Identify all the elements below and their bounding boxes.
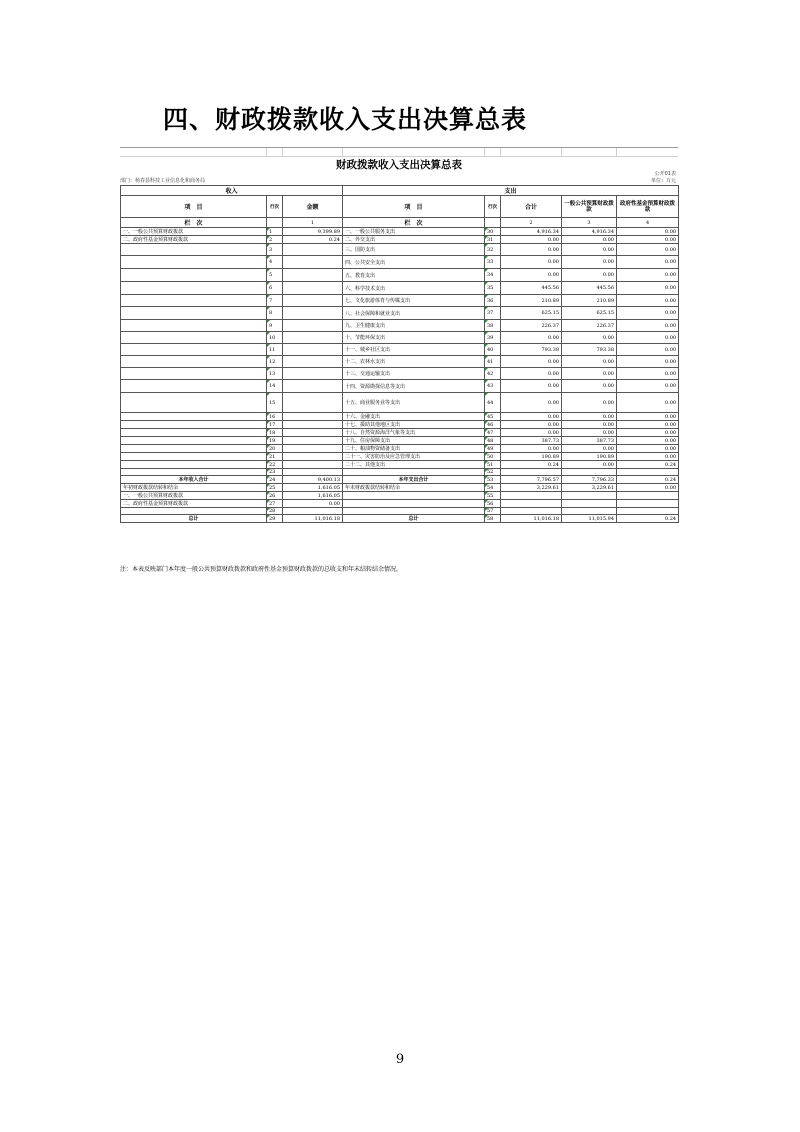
expense-general-budget: 0.00	[562, 269, 617, 282]
income-item	[121, 453, 267, 461]
table-row	[121, 244, 679, 256]
unit-label: 单位：万元	[650, 178, 676, 184]
income-amount	[283, 320, 343, 332]
income-row-number: 5	[267, 269, 283, 282]
table-row	[121, 332, 679, 344]
expense-header: 支出	[343, 186, 679, 196]
expense-row-number: 44	[485, 393, 501, 413]
income-row-number: 11	[267, 344, 283, 356]
income-item: 二、政府性基金预算财政拨款	[121, 500, 267, 508]
expense-total	[501, 469, 562, 476]
lanci-number: 1	[283, 218, 343, 228]
expense-item: 十、节能环保支出	[343, 332, 485, 344]
table-row	[121, 437, 679, 445]
expense-fund-budget: 0.00	[617, 344, 679, 356]
income-row-number: 15	[267, 393, 283, 413]
expense-fund-budget	[617, 469, 679, 476]
expense-item: 七、文化旅游体育与传媒支出	[343, 295, 485, 307]
table-row	[121, 356, 679, 368]
expense-general-budget: 0.00	[562, 461, 617, 469]
table-row	[121, 380, 679, 393]
income-amount	[283, 421, 343, 429]
expense-fund-budget: 0.00	[617, 307, 679, 320]
expense-general-budget: 625.15	[562, 307, 617, 320]
table-row	[121, 368, 679, 380]
expense-item: 六、科学技术支出	[343, 282, 485, 295]
income-row-number: 18	[267, 429, 283, 437]
expense-row-number: 53	[485, 476, 501, 484]
expense-row-number: 43	[485, 380, 501, 393]
table-row	[121, 393, 679, 413]
expense-row-number: 47	[485, 429, 501, 437]
expense-row-number: 56	[485, 500, 501, 508]
income-item: 总计	[121, 515, 267, 523]
expense-total: 0.00	[501, 332, 562, 344]
expense-item: 十四、资源勘探信息等支出	[343, 380, 485, 393]
expense-row-number: 39	[485, 332, 501, 344]
expense-fund-budget	[617, 508, 679, 515]
expense-item: 十七、援助其他地区支出	[343, 421, 485, 429]
expense-total: 11,016.18	[501, 515, 562, 523]
expense-general-budget: 3,229.61	[562, 484, 617, 492]
expense-row-number: 48	[485, 437, 501, 445]
expense-item: 五、教育支出	[343, 269, 485, 282]
col-header-total: 合计	[501, 196, 562, 218]
page-heading: 四、财政拨款收入支出决算总表	[163, 105, 528, 134]
income-item	[121, 461, 267, 469]
income-amount	[283, 332, 343, 344]
expense-row-number: 41	[485, 356, 501, 368]
expense-row-number: 33	[485, 256, 501, 269]
expense-general-budget: 190.89	[562, 453, 617, 461]
expense-fund-budget: 0.00	[617, 228, 679, 236]
expense-fund-budget: 0.00	[617, 429, 679, 437]
expense-fund-budget: 0.00	[617, 393, 679, 413]
income-row-number: 24	[267, 476, 283, 484]
income-item	[121, 332, 267, 344]
expense-general-budget: 7,796.33	[562, 476, 617, 484]
income-item	[121, 269, 267, 282]
expense-total: 0.00	[501, 380, 562, 393]
expense-item: 十一、城乡社区支出	[343, 344, 485, 356]
income-row-number: 7	[267, 295, 283, 307]
table-row	[121, 429, 679, 437]
expense-total: 0.00	[501, 445, 562, 453]
expense-total: 445.56	[501, 282, 562, 295]
expense-fund-budget: 0.00	[617, 413, 679, 421]
income-row-number: 21	[267, 453, 283, 461]
income-amount	[283, 307, 343, 320]
income-amount	[283, 269, 343, 282]
expense-general-budget	[562, 500, 617, 508]
expense-item: 总计	[343, 515, 485, 523]
expense-total: 0.00	[501, 429, 562, 437]
income-row-number: 9	[267, 320, 283, 332]
income-amount	[283, 282, 343, 295]
col-header-hang: 行次	[485, 196, 501, 218]
table-row	[121, 282, 679, 295]
income-item	[121, 508, 267, 515]
income-row-number: 26	[267, 492, 283, 500]
expense-total: 387.73	[501, 437, 562, 445]
col-header-item: 项 目	[121, 196, 267, 218]
expense-row-number: 54	[485, 484, 501, 492]
expense-total: 4,916.34	[501, 228, 562, 236]
income-item: 一、一般公共预算财政拨款	[121, 492, 267, 500]
expense-general-budget: 0.00	[562, 256, 617, 269]
income-item: 二、政府性基金预算财政拨款	[121, 236, 267, 244]
income-amount	[283, 356, 343, 368]
expense-fund-budget: 0.00	[617, 295, 679, 307]
expense-item: 十五、商业服务业等支出	[343, 393, 485, 413]
table-row	[121, 421, 679, 429]
table-row	[121, 508, 679, 515]
sheet-top-strip	[120, 148, 678, 157]
income-row-number: 8	[267, 307, 283, 320]
income-item	[121, 469, 267, 476]
expense-total	[501, 500, 562, 508]
lanci-number: 2	[501, 218, 562, 228]
expense-row-number: 42	[485, 368, 501, 380]
expense-total: 0.00	[501, 393, 562, 413]
income-row-number: 20	[267, 445, 283, 453]
expense-row-number: 36	[485, 295, 501, 307]
expense-fund-budget: 0.00	[617, 282, 679, 295]
expense-total: 0.00	[501, 413, 562, 421]
expense-row-number: 32	[485, 244, 501, 256]
expense-total	[501, 492, 562, 500]
expense-general-budget: 0.00	[562, 244, 617, 256]
income-item: 本年收入合计	[121, 476, 267, 484]
expense-row-number: 58	[485, 515, 501, 523]
income-row-number: 27	[267, 500, 283, 508]
expense-fund-budget: 0.24	[617, 515, 679, 523]
expense-item: 十三、交通运输支出	[343, 368, 485, 380]
spreadsheet-image	[120, 147, 678, 573]
income-row-number: 14	[267, 380, 283, 393]
income-amount	[283, 413, 343, 421]
expense-row-number: 45	[485, 413, 501, 421]
expense-item: 十九、住房保障支出	[343, 437, 485, 445]
expense-row-number: 46	[485, 421, 501, 429]
expense-general-budget: 4,916.34	[562, 228, 617, 236]
expense-row-number: 37	[485, 307, 501, 320]
expense-fund-budget: 0.00	[617, 421, 679, 429]
lanci-label: 栏 次	[121, 218, 267, 228]
income-item	[121, 368, 267, 380]
expense-row-number: 57	[485, 508, 501, 515]
income-row-number: 4	[267, 256, 283, 269]
expense-fund-budget: 0.00	[617, 256, 679, 269]
lanci-number: 3	[562, 218, 617, 228]
income-amount	[283, 244, 343, 256]
table-row	[121, 320, 679, 332]
table-row	[121, 256, 679, 269]
expense-total: 0.00	[501, 236, 562, 244]
col-header-general-budget: 一般公共预算财政拨款	[562, 196, 617, 218]
expense-row-number: 31	[485, 236, 501, 244]
expense-general-budget: 0.00	[562, 332, 617, 344]
expense-row-number: 34	[485, 269, 501, 282]
income-item	[121, 307, 267, 320]
table-row	[121, 445, 679, 453]
expense-item	[343, 508, 485, 515]
income-row-number: 16	[267, 413, 283, 421]
income-amount: 9,399.89	[283, 228, 343, 236]
lanci-number: 4	[617, 218, 679, 228]
income-item	[121, 380, 267, 393]
expense-general-budget: 0.00	[562, 413, 617, 421]
income-row-number: 17	[267, 421, 283, 429]
table-row	[121, 500, 679, 508]
income-amount	[283, 469, 343, 476]
expense-total: 3,229.61	[501, 484, 562, 492]
income-amount	[283, 445, 343, 453]
table-row	[121, 469, 679, 476]
table-row	[121, 453, 679, 461]
expense-general-budget: 793.38	[562, 344, 617, 356]
expense-row-number: 30	[485, 228, 501, 236]
income-amount	[283, 461, 343, 469]
income-amount	[283, 256, 343, 269]
table-row	[121, 307, 679, 320]
expense-fund-budget: 0.00	[617, 368, 679, 380]
income-amount	[283, 295, 343, 307]
expense-total	[501, 508, 562, 515]
expense-row-number: 40	[485, 344, 501, 356]
lanci-label: 栏 次	[343, 218, 485, 228]
income-amount: 9,400.13	[283, 476, 343, 484]
income-row-number: 22	[267, 461, 283, 469]
income-amount	[283, 344, 343, 356]
expense-general-budget: 0.00	[562, 236, 617, 244]
expense-total: 190.89	[501, 453, 562, 461]
expense-general-budget	[562, 492, 617, 500]
expense-total: 7,796.57	[501, 476, 562, 484]
table-row	[121, 344, 679, 356]
income-item	[121, 437, 267, 445]
expense-total: 625.15	[501, 307, 562, 320]
income-item	[121, 429, 267, 437]
expense-item: 四、公共安全支出	[343, 256, 485, 269]
income-row-number: 25	[267, 484, 283, 492]
expense-fund-budget: 0.00	[617, 244, 679, 256]
income-amount: 1,616.05	[283, 484, 343, 492]
income-row-number: 29	[267, 515, 283, 523]
expense-general-budget: 11,015.94	[562, 515, 617, 523]
expense-row-number: 52	[485, 469, 501, 476]
expense-general-budget: 0.00	[562, 368, 617, 380]
income-item: 一、一般公共预算财政拨款	[121, 228, 267, 236]
income-item	[121, 413, 267, 421]
expense-general-budget: 210.89	[562, 295, 617, 307]
expense-item: 二十一、灾害防治及应急管理支出	[343, 453, 485, 461]
table-row	[121, 476, 679, 484]
expense-general-budget: 226.37	[562, 320, 617, 332]
income-item	[121, 421, 267, 429]
expense-fund-budget: 0.00	[617, 356, 679, 368]
expense-item: 三、国防支出	[343, 244, 485, 256]
expense-item: 八、社会保障和就业支出	[343, 307, 485, 320]
expense-item	[343, 500, 485, 508]
table-row	[121, 228, 679, 236]
expense-general-budget: 0.00	[562, 421, 617, 429]
income-item	[121, 393, 267, 413]
income-row-number: 13	[267, 368, 283, 380]
income-row-number: 28	[267, 508, 283, 515]
table-row	[121, 492, 679, 500]
expense-total: 226.37	[501, 320, 562, 332]
col-header-item: 项 目	[343, 196, 485, 218]
expense-fund-budget: 0.00	[617, 332, 679, 344]
expense-fund-budget: 0.00	[617, 269, 679, 282]
expense-general-budget: 0.00	[562, 445, 617, 453]
col-header-amount: 金额	[283, 196, 343, 218]
income-item	[121, 244, 267, 256]
table-row	[121, 461, 679, 469]
expense-fund-budget: 0.00	[617, 453, 679, 461]
income-row-number: 1	[267, 228, 283, 236]
expense-item: 二十、粮油物资储备支出	[343, 445, 485, 453]
expense-general-budget: 0.00	[562, 429, 617, 437]
income-amount: 0.00	[283, 500, 343, 508]
expense-fund-budget: 0.00	[617, 445, 679, 453]
income-item	[121, 282, 267, 295]
income-amount	[283, 368, 343, 380]
income-row-number: 6	[267, 282, 283, 295]
table-row	[121, 515, 679, 523]
expense-total: 0.00	[501, 256, 562, 269]
income-row-number: 3	[267, 244, 283, 256]
expense-row-number: 38	[485, 320, 501, 332]
expense-fund-budget: 0.00	[617, 236, 679, 244]
expense-item: 一、一般公共服务支出	[343, 228, 485, 236]
expense-row-number: 51	[485, 461, 501, 469]
expense-fund-budget: 0.00	[617, 320, 679, 332]
income-item	[121, 295, 267, 307]
col-header-hang: 行次	[267, 196, 283, 218]
expense-item	[343, 469, 485, 476]
expense-item	[343, 492, 485, 500]
income-amount	[283, 429, 343, 437]
expense-row-number: 35	[485, 282, 501, 295]
expense-item: 九、卫生健康支出	[343, 320, 485, 332]
income-amount: 0.24	[283, 236, 343, 244]
expense-fund-budget: 0.24	[617, 461, 679, 469]
expense-row-number: 55	[485, 492, 501, 500]
income-amount	[283, 437, 343, 445]
expense-total: 0.00	[501, 244, 562, 256]
income-amount: 1,616.05	[283, 492, 343, 500]
expense-total: 0.00	[501, 269, 562, 282]
income-row-number: 23	[267, 469, 283, 476]
income-item	[121, 445, 267, 453]
lanci-blank	[485, 218, 501, 228]
income-item	[121, 344, 267, 356]
income-item	[121, 356, 267, 368]
expense-fund-budget: 0.00	[617, 437, 679, 445]
income-header: 收入	[121, 186, 343, 196]
expense-general-budget: 445.56	[562, 282, 617, 295]
income-amount: 11,016.18	[283, 515, 343, 523]
expense-general-budget	[562, 469, 617, 476]
expense-row-number: 50	[485, 453, 501, 461]
income-amount	[283, 453, 343, 461]
income-amount	[283, 380, 343, 393]
income-item	[121, 256, 267, 269]
table-row	[121, 236, 679, 244]
expense-item: 二十二、其他支出	[343, 461, 485, 469]
col-header-fund-budget: 政府性基金预算财政拨款	[617, 196, 679, 218]
expense-fund-budget	[617, 492, 679, 500]
table-row	[121, 295, 679, 307]
expense-total: 0.24	[501, 461, 562, 469]
income-item: 年初财政拨款结转和结余	[121, 484, 267, 492]
expense-general-budget: 0.00	[562, 380, 617, 393]
expense-fund-budget: 0.00	[617, 484, 679, 492]
income-amount	[283, 508, 343, 515]
expense-total: 0.00	[501, 368, 562, 380]
expense-fund-budget: 0.00	[617, 380, 679, 393]
income-row-number: 19	[267, 437, 283, 445]
expense-item: 十二、农林水支出	[343, 356, 485, 368]
expense-total: 0.00	[501, 421, 562, 429]
expense-item: 本年支出合计	[343, 476, 485, 484]
table-row	[121, 413, 679, 421]
expense-item: 十八、自然资源海洋气象等支出	[343, 429, 485, 437]
expense-total: 0.00	[501, 356, 562, 368]
income-amount	[283, 393, 343, 413]
sheet-title: 财政拨款收入支出决算总表	[336, 159, 462, 171]
lanci-blank	[267, 218, 283, 228]
expense-item: 年末财政拨款结转和结余	[343, 484, 485, 492]
table-row	[121, 269, 679, 282]
department-label: 部门：杨春县科技工业信息化和商务局	[120, 178, 206, 184]
table-note: 注：本表反映部门本年度一般公共预算财政拨款和政府性基金预算财政拨款的总收支和年末结转结余情况。	[120, 566, 403, 573]
expense-item: 二、外交支出	[343, 236, 485, 244]
expense-total: 793.38	[501, 344, 562, 356]
page-number: 9	[395, 1052, 405, 1067]
expense-row-number: 49	[485, 445, 501, 453]
budget-table	[120, 185, 679, 523]
expense-general-budget: 387.73	[562, 437, 617, 445]
income-row-number: 2	[267, 236, 283, 244]
expense-item: 十六、金融支出	[343, 413, 485, 421]
expense-general-budget: 0.00	[562, 356, 617, 368]
expense-fund-budget: 0.24	[617, 476, 679, 484]
expense-general-budget: 0.00	[562, 393, 617, 413]
income-row-number: 10	[267, 332, 283, 344]
expense-fund-budget	[617, 500, 679, 508]
expense-total: 210.89	[501, 295, 562, 307]
expense-general-budget	[562, 508, 617, 515]
form-code: 公开01表	[654, 171, 676, 177]
table-row	[121, 484, 679, 492]
income-row-number: 12	[267, 356, 283, 368]
income-item	[121, 320, 267, 332]
